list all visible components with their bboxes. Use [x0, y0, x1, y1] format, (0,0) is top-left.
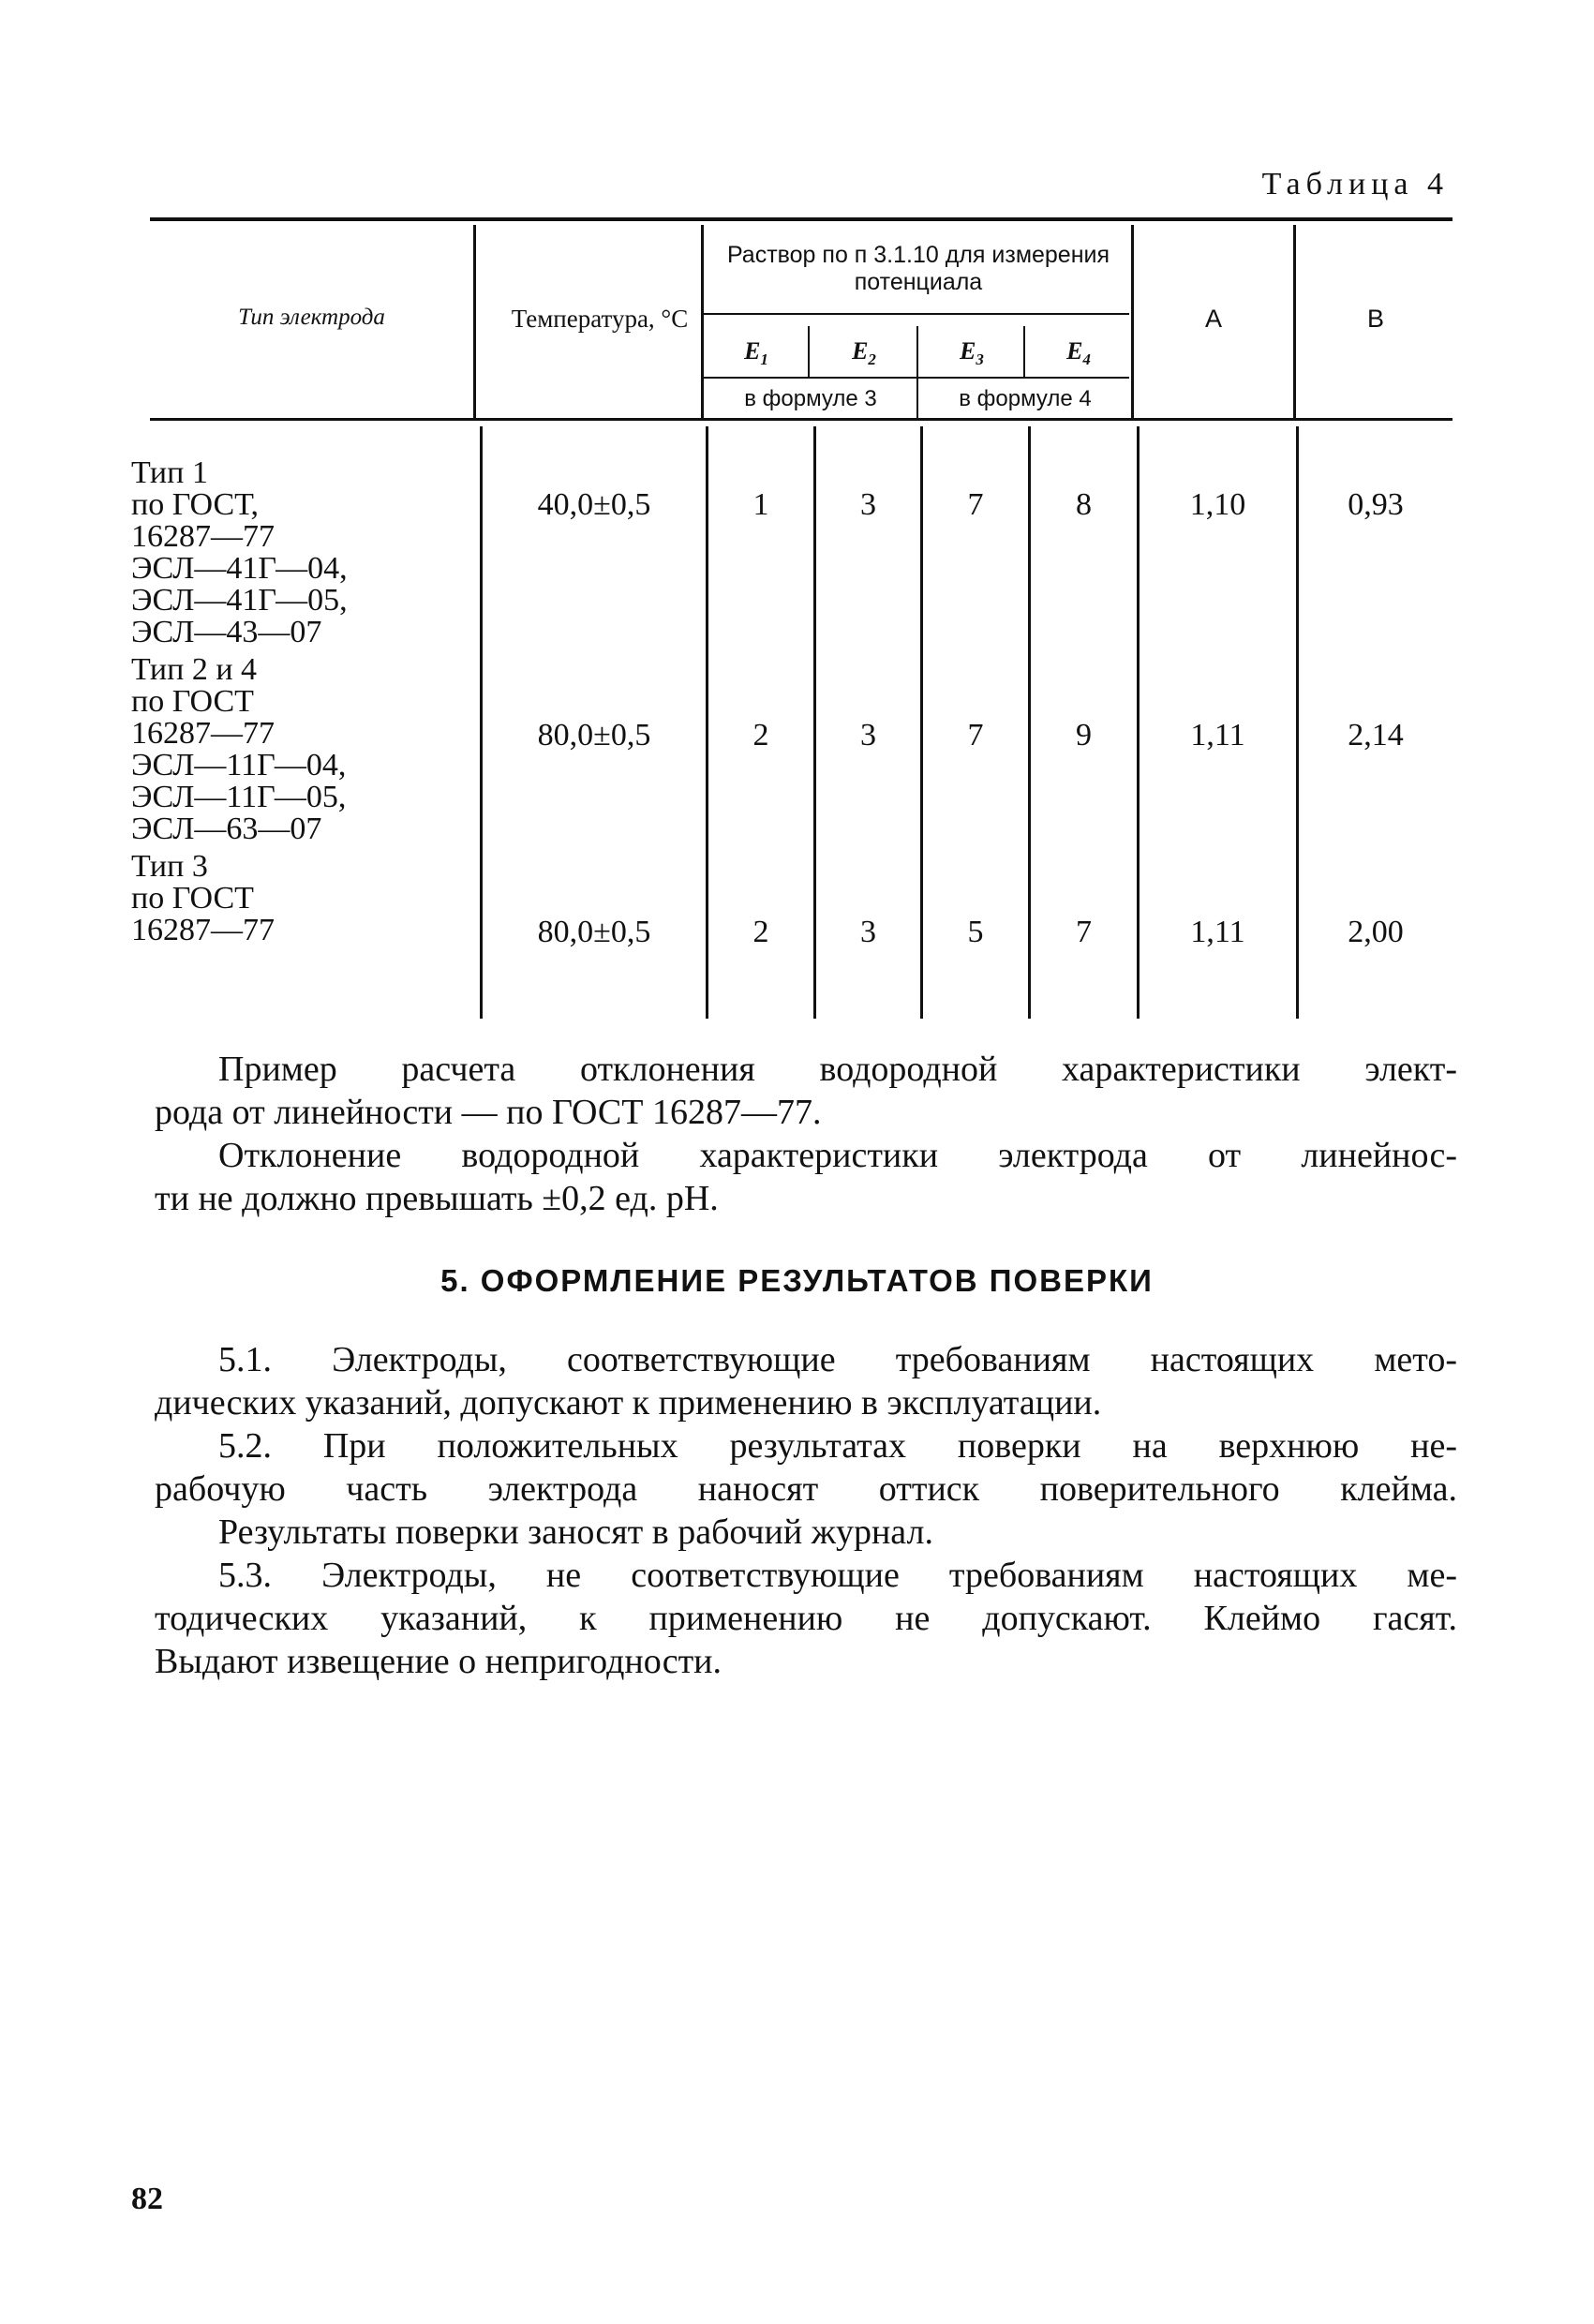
- paragraph-5-2: [155, 1424, 1457, 1554]
- row2-type: Тип 2 и 4 по ГОСТ 16287—77 ЭСЛ—11Г—04, ЭСЛ—11Г—05, ЭСЛ—63—07: [131, 652, 347, 846]
- paragraph-example-line2: рода от линейности — по ГОСТ 16287—77.: [155, 1093, 822, 1132]
- row1-e2: 3: [860, 487, 876, 522]
- row1-b: 0,93: [1348, 487, 1404, 522]
- header-solution: Раствор по п 3.1.10 для измерения потенциала: [726, 242, 1110, 295]
- paragraph-5-2-line2: рабочую часть электрода наносят оттиск поверительного клейма.: [155, 1469, 1457, 1509]
- paragraph-5-2-line1: 5.2. При положительных результатах поверки на верхнюю не-: [218, 1426, 1457, 1466]
- row3-e2: 3: [860, 915, 876, 949]
- header-vline-e34: [1023, 326, 1025, 379]
- solution-divider-rule: [703, 313, 1129, 315]
- row3-e1: 2: [752, 915, 769, 949]
- row3-e4: 7: [1076, 915, 1092, 949]
- row2-e3: 7: [967, 718, 984, 752]
- section-heading: 5. ОФОРМЛЕНИЕ РЕЗУЛЬТАТОВ ПОВЕРКИ: [440, 1263, 1154, 1298]
- table-header-bottom-rule: [150, 418, 1452, 421]
- table-top-rule: [150, 217, 1452, 221]
- row1-temperature: 40,0±0,5: [537, 487, 651, 522]
- paragraph-5-2-line3: Результаты поверки заносят в рабочий журнал.: [218, 1512, 933, 1552]
- row3-b: 2,00: [1348, 915, 1404, 949]
- paragraph-example-line1: Пример расчета отклонения водородной характеристики элект-: [218, 1050, 1457, 1089]
- row3-a: 1,11: [1190, 915, 1245, 949]
- row3-temperature: 80,0±0,5: [537, 915, 651, 949]
- paragraph-deviation: [155, 1134, 1457, 1220]
- paragraph-5-3-line1: 5.3. Электроды, не соответствующие требованиям настоящих ме-: [218, 1556, 1457, 1595]
- row2-b: 2,14: [1348, 718, 1404, 752]
- paragraph-5-3-line3: Выдают извещение о непригодности.: [155, 1642, 723, 1681]
- row1-type: Тип 1 по ГОСТ, 16287—77 ЭСЛ—41Г—04, ЭСЛ—41Г—05, ЭСЛ—43—07: [131, 455, 348, 649]
- header-e4: $E_4$: [1066, 337, 1091, 369]
- row2-e1: 2: [752, 718, 769, 752]
- header-a: А: [1204, 305, 1222, 333]
- paragraph-example: [155, 1048, 1457, 1134]
- paragraph-5-1-line2: дических указаний, допускают к применению в эксплуатации.: [155, 1383, 1102, 1423]
- header-vline-e12: [808, 326, 810, 379]
- header-vline-e23: [916, 326, 918, 418]
- page-number: 82: [131, 2182, 163, 2216]
- header-b: В: [1366, 305, 1384, 333]
- paragraph-deviation-line2: ти не должно превышать ±0,2 ед. pH.: [155, 1179, 719, 1218]
- header-temperature: Температура, °С: [511, 305, 689, 333]
- header-e3: $E_3$: [960, 337, 984, 369]
- header-e1: $E_1$: [744, 337, 768, 369]
- header-formula3: в формуле 3: [744, 386, 877, 411]
- row3-e3: 5: [967, 915, 984, 949]
- row1-e4: 8: [1076, 487, 1092, 522]
- row3-type: Тип 3 по ГОСТ 16287—77: [131, 849, 275, 947]
- row1-a: 1,10: [1189, 487, 1246, 522]
- row2-e2: 3: [860, 718, 876, 752]
- paragraph-5-1: [155, 1338, 1457, 1424]
- header-vline-1: [473, 225, 476, 418]
- paragraph-5-1-line1: 5.1. Электроды, соответствующие требованиям настоящих мето-: [218, 1340, 1457, 1379]
- header-formula4: в формуле 4: [959, 386, 1092, 411]
- row1-e1: 1: [752, 487, 769, 522]
- row2-e4: 9: [1076, 718, 1092, 752]
- row1-e3: 7: [967, 487, 984, 522]
- paragraph-5-3-line2: тодических указаний, к применению не допускают. Клеймо гасят.: [155, 1599, 1457, 1638]
- paragraph-5-3: [155, 1554, 1457, 1683]
- paragraph-deviation-line1: Отклонение водородной характеристики электрода от линейнос-: [218, 1136, 1457, 1175]
- header-e2: $E_2$: [852, 337, 876, 369]
- header-type: Тип электрода: [238, 305, 385, 330]
- table-title: Таблица 4: [1261, 167, 1449, 201]
- row2-a: 1,11: [1190, 718, 1245, 752]
- row2-temperature: 80,0±0,5: [537, 718, 651, 752]
